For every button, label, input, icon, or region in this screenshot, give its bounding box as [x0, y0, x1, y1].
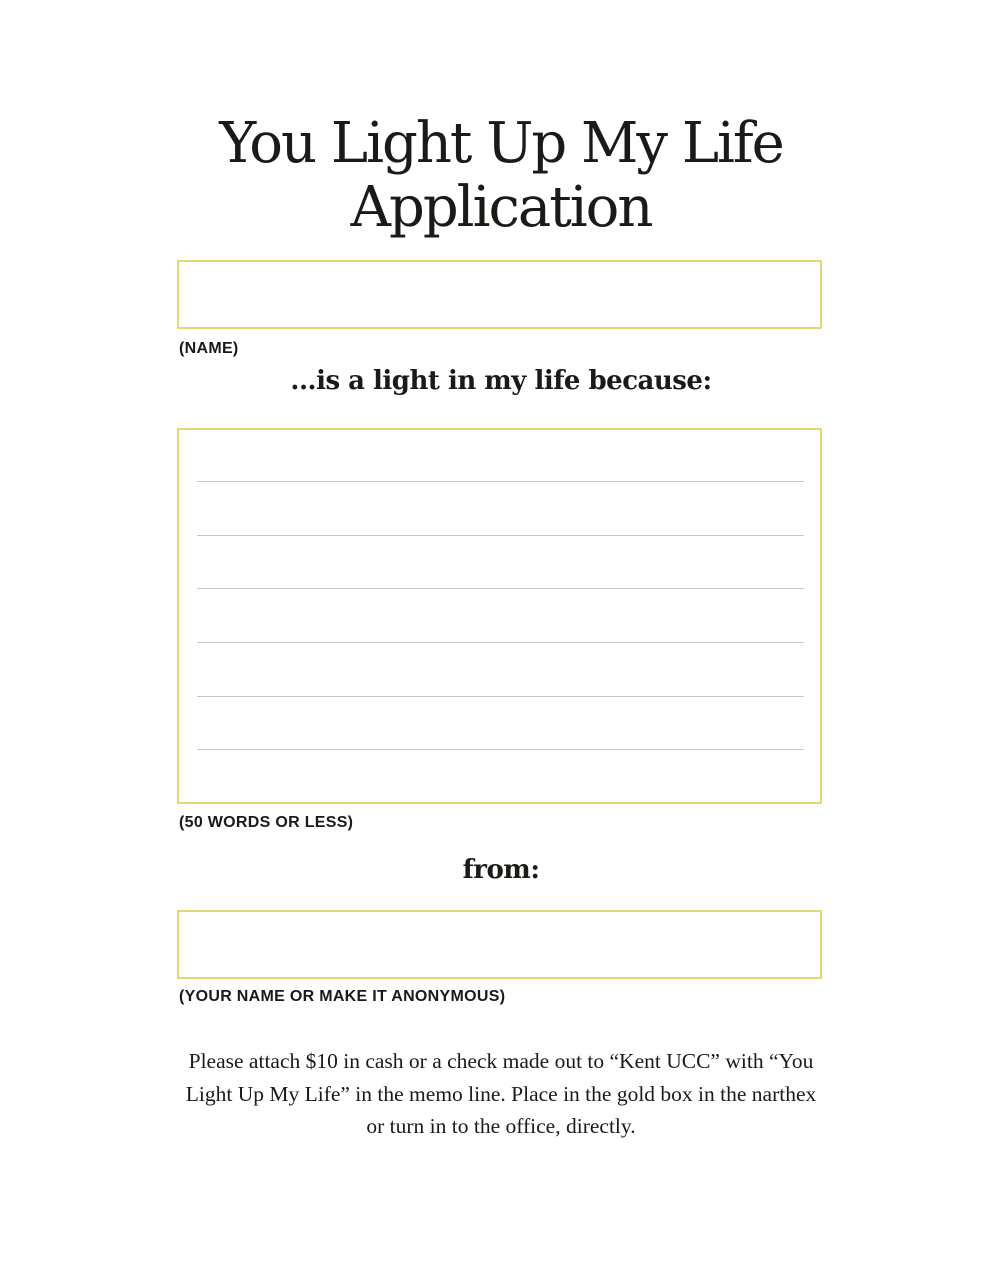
word-limit-caption: (50 WORDS OR LESS)	[179, 814, 354, 831]
name-caption: (NAME)	[179, 340, 239, 357]
reason-heading: ...is a light in my life because:	[290, 366, 712, 396]
from-caption: (YOUR NAME OR MAKE IT ANONYMOUS)	[179, 988, 506, 1005]
writing-line	[197, 749, 804, 750]
from-heading: from:	[462, 855, 540, 885]
page-title	[0, 112, 1002, 240]
instructions	[170, 1045, 832, 1143]
writing-line	[197, 481, 804, 482]
title-line-1: You Light Up My Life	[219, 111, 783, 176]
name-field-box[interactable]	[177, 260, 822, 329]
writing-line	[197, 588, 804, 589]
instructions-line-1: Please attach $10 in cash or a check made out to “Kent UCC” with “You	[188, 1049, 814, 1073]
instructions-line-3: or turn in to the office, directly.	[366, 1114, 636, 1138]
title-line-2: Application	[350, 175, 652, 240]
reason-field-box[interactable]	[177, 428, 822, 804]
writing-line	[197, 535, 804, 536]
writing-line	[197, 642, 804, 643]
instructions-line-2: Light Up My Life” in the memo line. Place in the gold box in the narthex	[185, 1081, 817, 1106]
from-field-box[interactable]	[177, 910, 822, 979]
writing-line	[197, 696, 804, 697]
